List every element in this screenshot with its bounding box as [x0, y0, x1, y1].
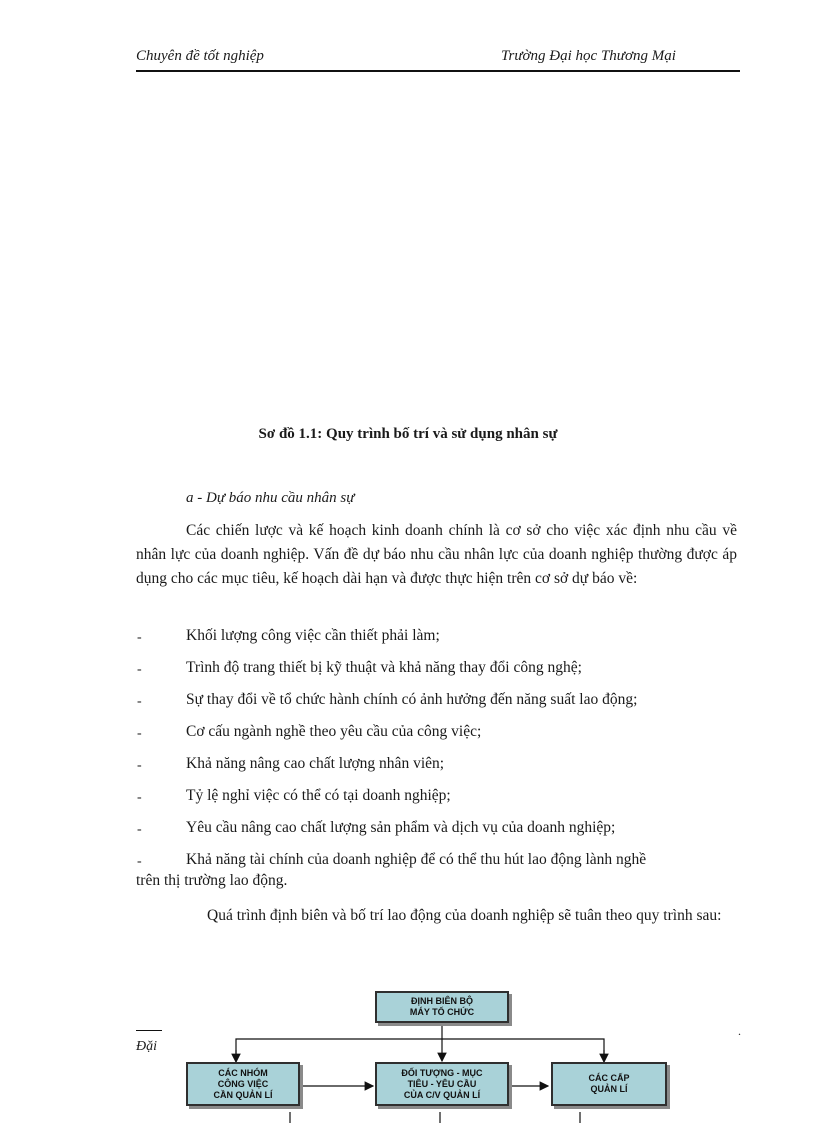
bullet-marker: -: [137, 694, 142, 709]
bullet-marker: -: [137, 726, 142, 741]
bullet-item: Khả năng tài chính của doanh nghiệp để có thể thu hút lao động lành nghề: [186, 851, 647, 868]
bullet-continuation: trên thị trường lao động.: [136, 872, 288, 889]
bullet-item: Trình độ trang thiết bị kỹ thuật và khả năng thay đổi công nghệ;: [186, 659, 582, 676]
bullet-item: Khả năng nâng cao chất lượng nhân viên;: [186, 755, 445, 772]
intro-paragraph: Các chiến lược và kế hoạch kinh doanh chính là cơ sở cho việc xác định nhu cầu về nhân lực của doanh nghiệp. Vấn đề dự báo nhu cầu nhân lực của doanh nghiệp thường được áp dụng cho các mục tiêu, kế hoạch dài hạn và được thực hiện trên cơ sở dự báo về:: [136, 522, 737, 587]
distribution-line: [236, 1039, 604, 1061]
bullet-marker: -: [137, 790, 142, 805]
footer-mark: .: [738, 1024, 741, 1038]
diagram-box-right: CÁC CẤP QUẢN LÍ: [551, 1062, 667, 1106]
bullet-item: Sự thay đổi về tổ chức hành chính có ảnh hưởng đến năng suất lao động;: [186, 691, 638, 708]
figure-caption: Sơ đồ 1.1: Quy trình bố trí và sử dụng nhân sự: [258, 426, 558, 442]
bullet-marker: -: [137, 662, 142, 677]
footnote-rule: [136, 1030, 162, 1031]
diagram-box-left: CÁC NHÓM CÔNG VIỆC CẦN QUẢN LÍ: [186, 1062, 300, 1106]
diagram-box-middle: ĐỐI TƯỢNG - MỤC TIÊU - YÊU CẦU CỦA C/V QUẢN LÍ: [375, 1062, 509, 1106]
bullet-item: Tỷ lệ nghỉ việc có thể có tại doanh nghiệp;: [186, 787, 451, 804]
bullet-marker: -: [137, 822, 142, 837]
bullet-marker: -: [137, 630, 142, 645]
closing-paragraph: Quá trình định biên và bố trí lao động của doanh nghiệp sẽ tuân theo quy trình sau:: [207, 907, 722, 924]
bullet-item: Cơ cấu ngành nghề theo yêu cầu của công việc;: [186, 723, 482, 740]
diagram-box-top: ĐỊNH BIÊN BỘ MÁY TỔ CHỨC: [375, 991, 509, 1023]
header-right-title: Trường Đại học Thương Mại: [501, 48, 676, 64]
bullet-marker: -: [137, 758, 142, 773]
bullet-marker: -: [137, 854, 142, 869]
section-heading: a - Dự báo nhu cầu nhân sự: [186, 490, 355, 506]
header-left-title: Chuyên đề tốt nghiệp: [136, 48, 264, 64]
footer-text: Đặi: [136, 1039, 157, 1054]
bullet-item: Yêu cầu nâng cao chất lượng sản phẩm và dịch vụ của doanh nghiệp;: [186, 819, 616, 836]
bullet-item: Khối lượng công việc cần thiết phải làm;: [186, 627, 440, 644]
